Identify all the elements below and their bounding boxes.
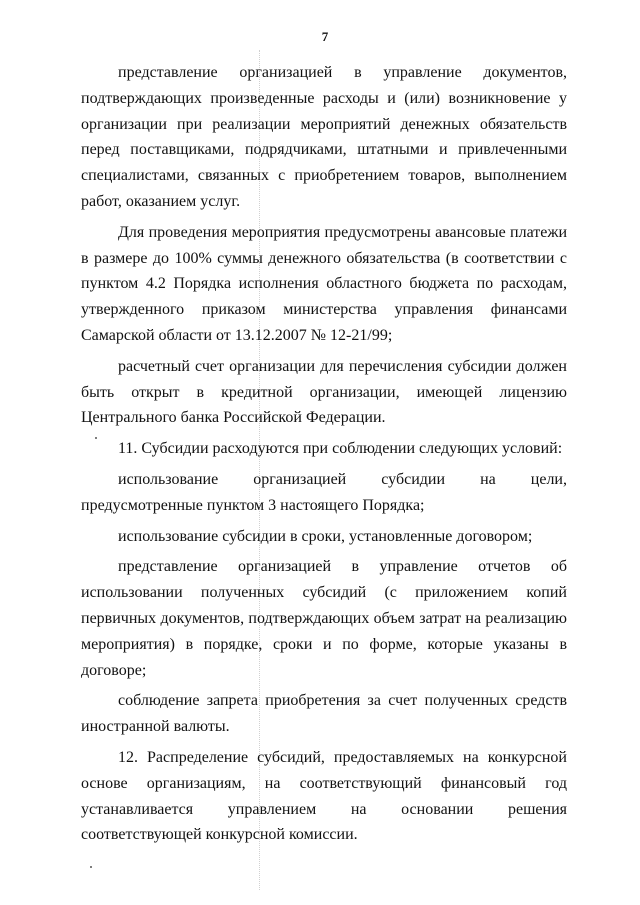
paragraph-bank-account: расчетный счет организации для перечисления субсидии должен быть открыт в кредитной организации, имеющей лицензию Центрального банка Российской Федерации.	[81, 357, 567, 427]
paragraph-advance-payments: Для проведения мероприятия предусмотрены авансовые платежи в размере до 100% суммы денежного обязательства (в соответствии с пунктом 4.2 Порядка исполнения областного бюджета по расходам, утвержденного приказом министерства управления финансами Самарской области от 13.12.2007 № 12-21/99;	[81, 223, 567, 344]
scan-speck	[90, 866, 92, 868]
paragraph-section-11-heading: 11. Субсидии расходуются при соблюдении следующих условий:	[118, 440, 563, 458]
scan-speck	[95, 437, 97, 439]
document-body	[81, 60, 567, 848]
paragraph-condition-terms: использование субсидии в сроки, установленные договором;	[118, 527, 533, 545]
paragraph-condition-purpose: использование организацией субсидии на цели, предусмотренные пунктом 3 настоящего Порядка;	[81, 470, 567, 514]
paragraph-expense-documents: представление организацией в управление документов, подтверждающих произведенные расходы и (или) возникновение у организации при реализации мероприятий денежных обязательств перед поставщиками, подрядчиками, штатными и привлеченными специалистами, связанных с приобретением товаров, выполнением работ, оказанием услуг.	[81, 64, 567, 210]
paragraph-condition-reports: представление организацией в управление отчетов об использовании полученных субсидий (с приложением копий первичных документов, подтверждающих объем затрат на реализацию мероприятия) в порядке, сроки и по форме, которые указаны в договоре;	[81, 558, 567, 679]
page-number: 7	[321, 29, 329, 44]
paragraph-section-12: 12. Распределение субсидий, предоставляемых на конкурсной основе организациям, на соответствующий финансовый год устанавливается управлением на основании решения соответствующей конкурсной комиссии.	[81, 748, 567, 844]
paragraph-condition-currency: соблюдение запрета приобретения за счет полученных средств иностранной валюты.	[81, 692, 567, 736]
